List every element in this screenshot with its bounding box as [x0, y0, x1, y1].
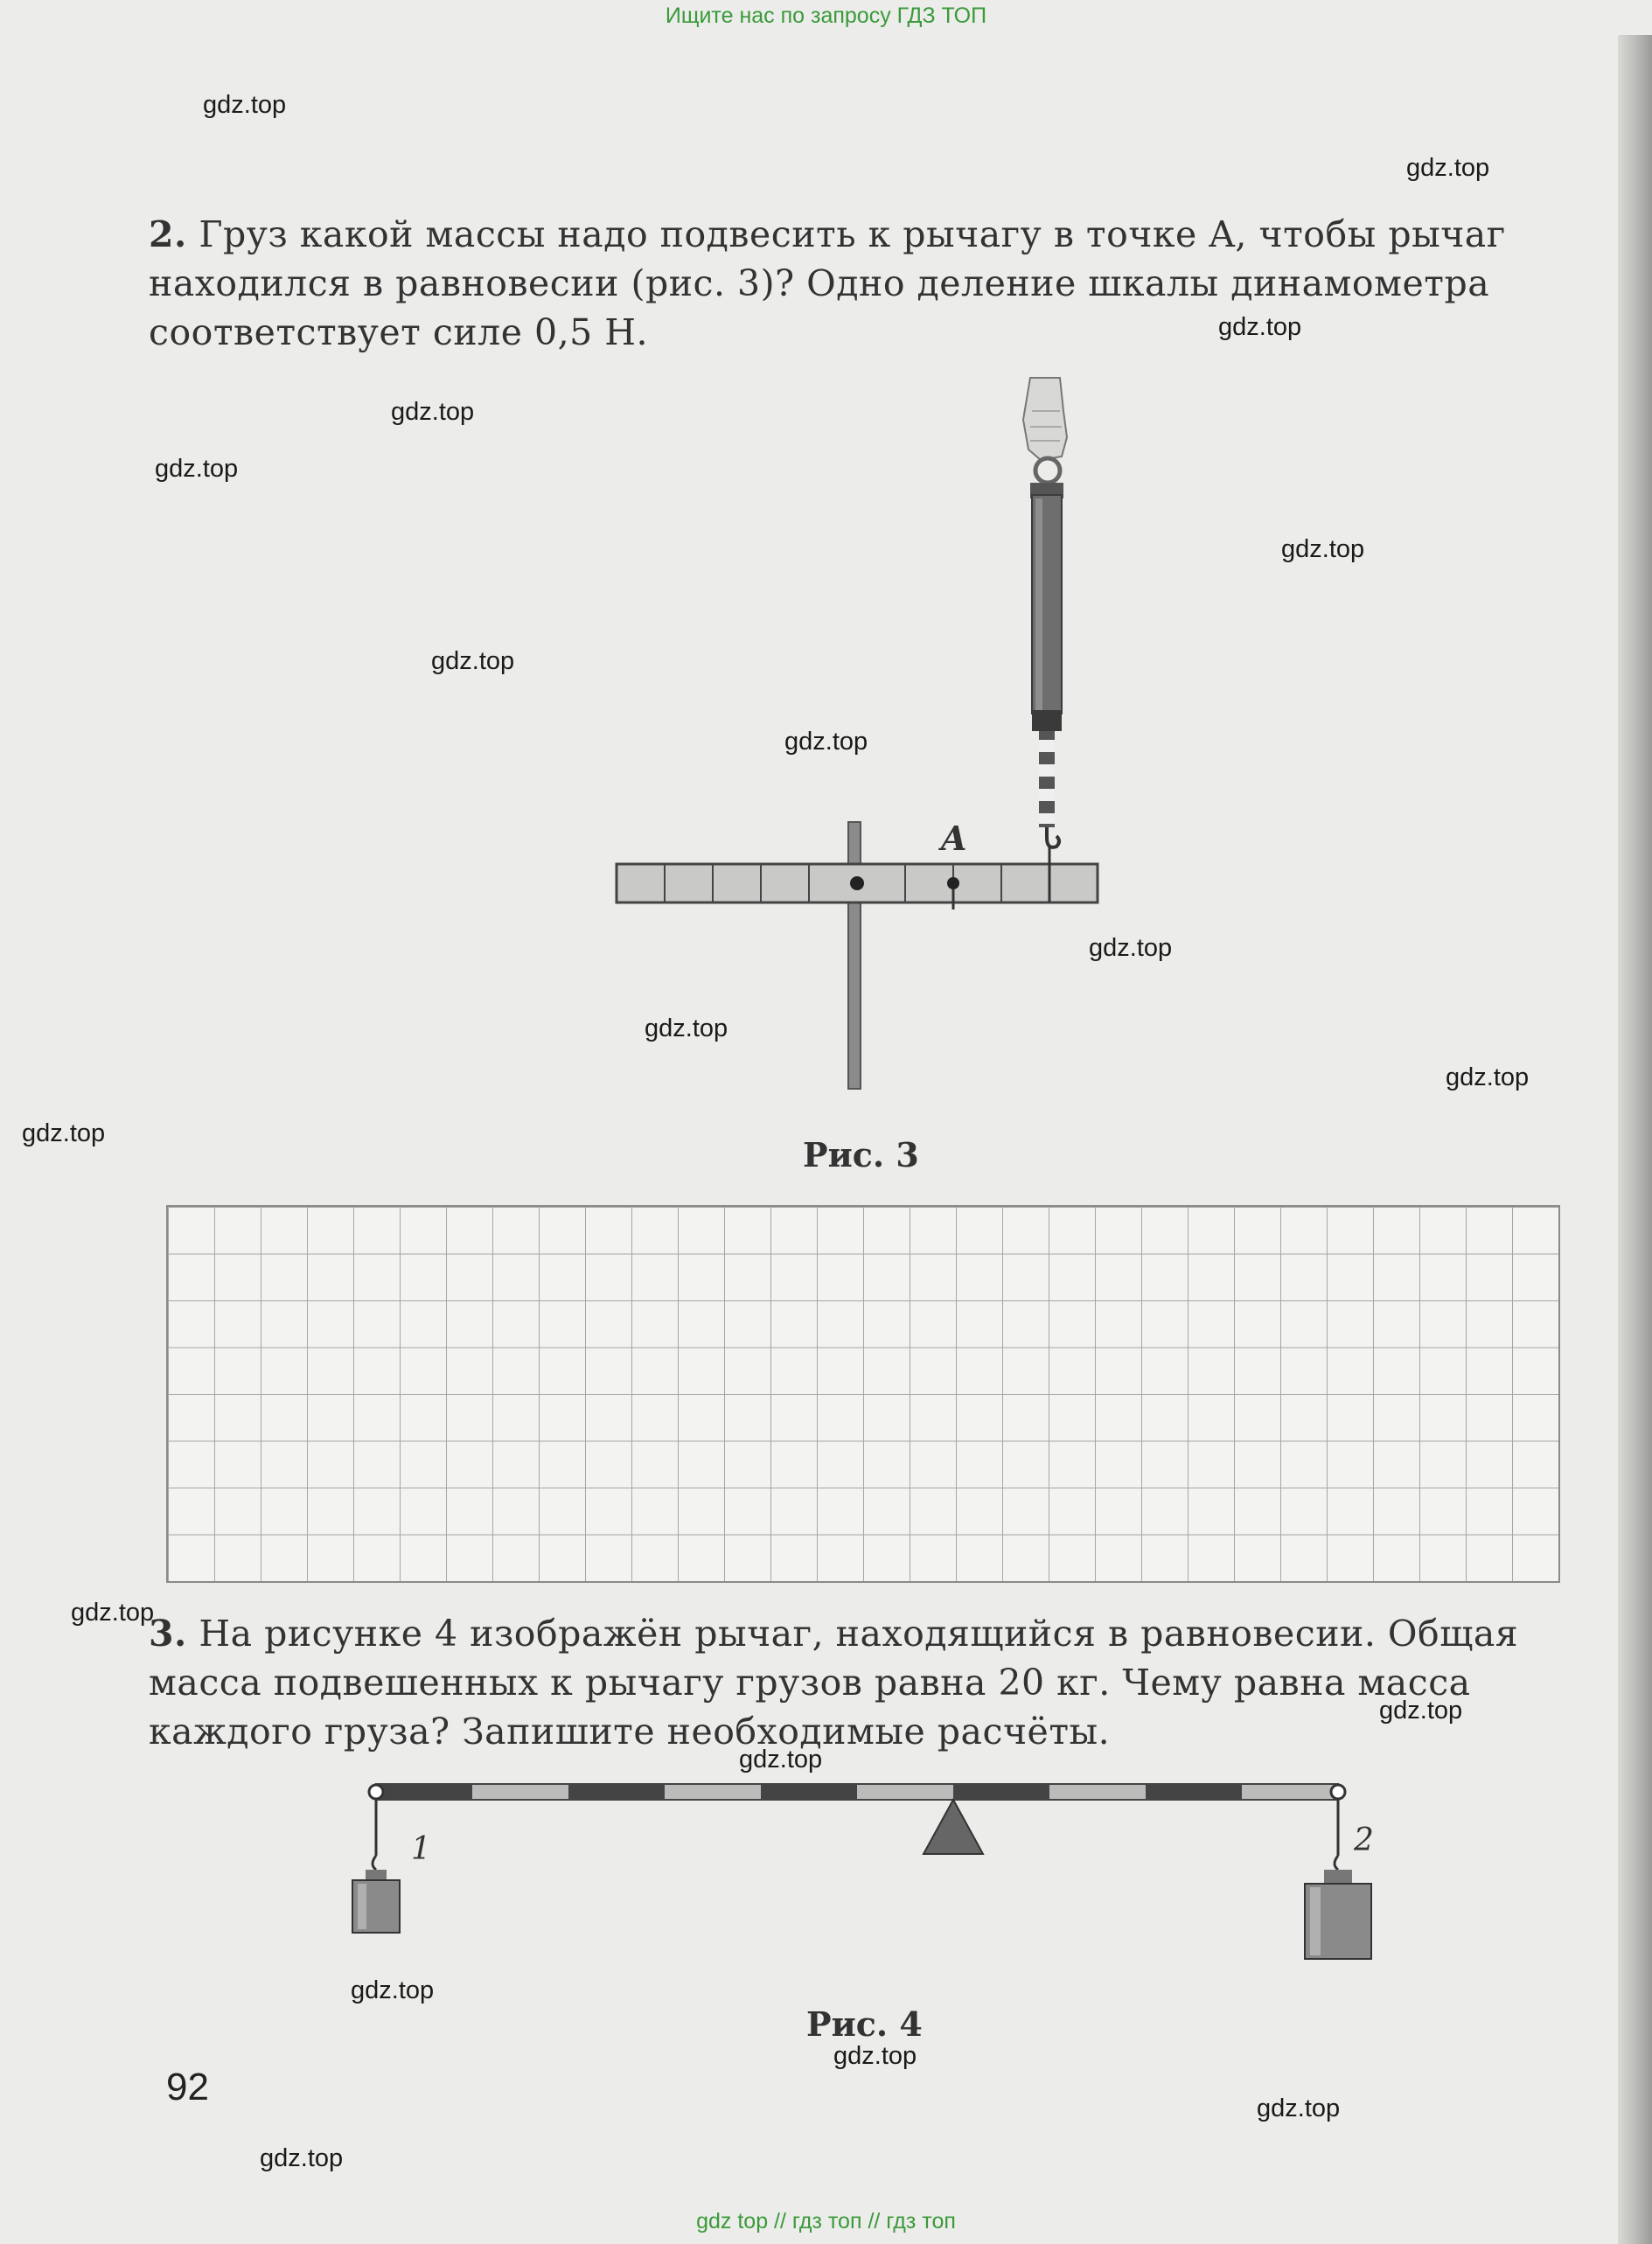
lever-end-left [369, 1785, 383, 1799]
problem-2-text: Груз какой массы надо подвесить к рычагу в точке A, чтобы рычаг находился в равновесии (рис. 3)? Одно деление шкалы динамометра соответствует силе 0,5 Н. [149, 213, 1506, 353]
problem-3-text: На рисунке 4 изображён рычаг, находящийся в равновесии. Общая масса подвешенных к рычагу грузов равна 20 кг. Чему равна масса каждого груза? Запишите необходимые расчёты. [149, 1613, 1519, 1753]
lever-end-right [1331, 1785, 1345, 1799]
watermark: gdz.top [431, 647, 515, 675]
watermark: gdz.top [203, 91, 287, 119]
figure-4-caption: Рис. 4 [806, 2004, 923, 2044]
page-number: 92 [166, 2066, 209, 2108]
top-banner[interactable]: Ищите нас по запросу ГДЗ ТОП [665, 3, 987, 28]
problem-2-number: 2. [149, 213, 187, 255]
hook-left [373, 1856, 376, 1870]
watermark: gdz.top [645, 1014, 728, 1042]
watermark: gdz.top [1218, 313, 1302, 341]
watermark: gdz.top [71, 1599, 155, 1627]
fulcrum [924, 1800, 983, 1854]
watermark: gdz.top [833, 2042, 917, 2070]
figure-3-caption: Рис. 3 [803, 1135, 919, 1174]
watermark: gdz.top [739, 1746, 823, 1774]
weight-2-label: 2 [1354, 1822, 1374, 1858]
point-a-label: A [941, 819, 967, 858]
hook-right [1335, 1856, 1338, 1870]
watermark: gdz.top [784, 728, 868, 756]
problem-3-number: 3. [149, 1613, 187, 1655]
watermark: gdz.top [260, 2144, 344, 2172]
watermark: gdz.top [1281, 535, 1365, 563]
watermark: gdz.top [1089, 934, 1173, 962]
watermark: gdz.top [1446, 1063, 1530, 1091]
watermark: gdz.top [155, 455, 239, 483]
weight-1 [352, 1870, 400, 1933]
watermark: gdz.top [1257, 2094, 1341, 2122]
watermark: gdz.top [351, 1976, 435, 2004]
watermark: gdz.top [22, 1119, 106, 1147]
weight-2 [1305, 1870, 1371, 1959]
watermark: gdz.top [391, 398, 475, 426]
weight-1-label: 1 [411, 1831, 431, 1867]
bottom-banner[interactable]: gdz top // гдз топ // гдз топ [696, 2209, 956, 2234]
watermark: gdz.top [1379, 1697, 1463, 1725]
watermark: gdz.top [1406, 154, 1490, 182]
